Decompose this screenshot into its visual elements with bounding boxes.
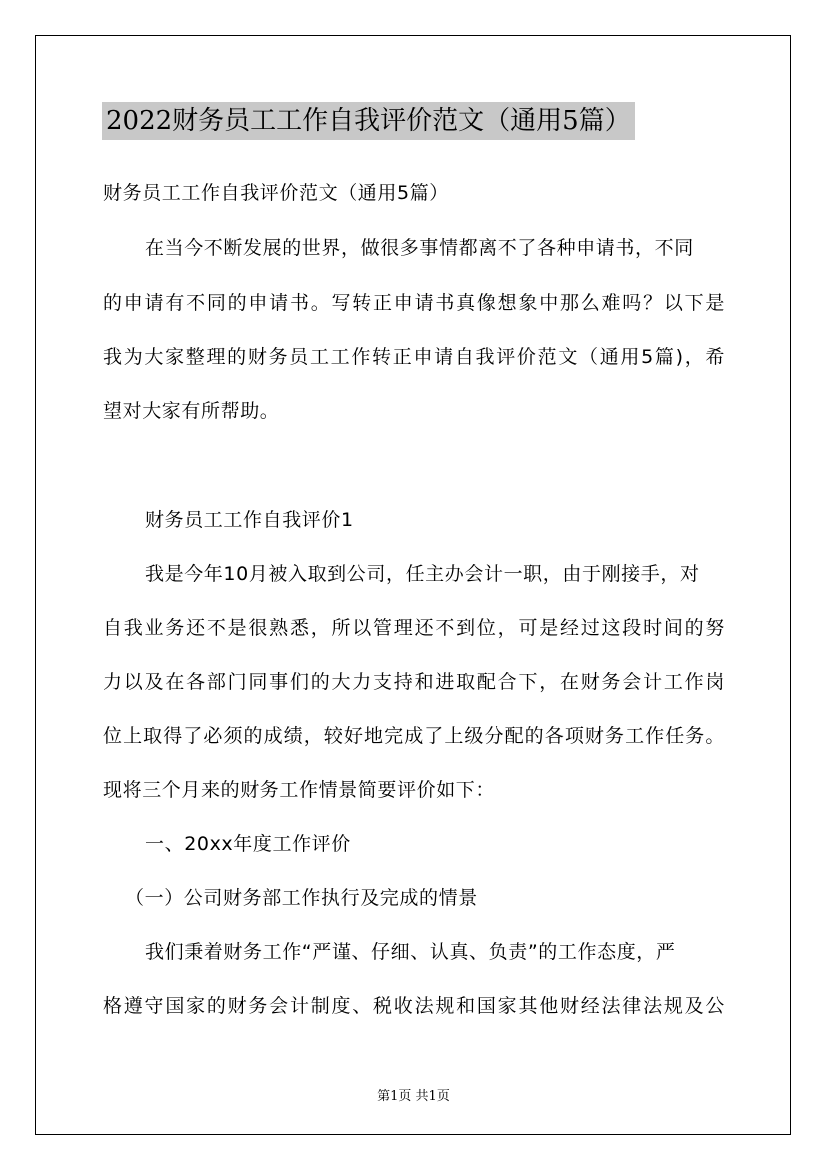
paragraph2-line-1: 我们秉着财务工作“严谨、仔细、认真、负责”的工作态度，严 [145, 941, 676, 963]
body-line-2: 自我业务还不是很熟悉，所以管理还不到位，可是经过这段时间的努 [103, 617, 725, 639]
intro-line-2: 的申请有不同的申请书。写转正申请书真像想象中那么难吗？以下是 [103, 292, 725, 314]
paragraph2-line-2: 格遵守国家的财务会计制度、税收法规和国家其他财经法律法规及公 [103, 995, 725, 1017]
intro-line-1: 在当今不断发展的世界，做很多事情都离不了各种申请书，不同 [145, 237, 694, 259]
document-title-wrap [102, 102, 635, 140]
body-line-4: 位上取得了必须的成绩，较好地完成了上级分配的各项财务工作任务。 [103, 725, 725, 747]
document-title: 2022财务员工工作自我评价范文（通用5篇） [102, 102, 635, 140]
page-footer: 第1页 共1页 [377, 1089, 450, 1104]
body-line-5: 现将三个月来的财务工作情景简要评价如下： [103, 779, 496, 801]
section-heading: 财务员工工作自我评价1 [145, 509, 354, 531]
heading-1-1: （一）公司财务部工作执行及完成的情景 [125, 887, 478, 909]
body-line-1: 我是今年10月被入取到公司，任主办会计一职，由于刚接手，对 [145, 563, 700, 585]
intro-line-4: 望对大家有所帮助。 [103, 400, 280, 422]
body-line-3: 力以及在各部门同事们的大力支持和进取配合下，在财务会计工作岗 [103, 671, 725, 693]
heading-1: 一、20xx年度工作评价 [145, 833, 351, 855]
intro-line-3: 我为大家整理的财务员工工作转正申请自我评价范文（通用5篇)，希 [103, 346, 725, 368]
document-subtitle: 财务员工工作自我评价范文（通用5篇） [103, 182, 449, 204]
